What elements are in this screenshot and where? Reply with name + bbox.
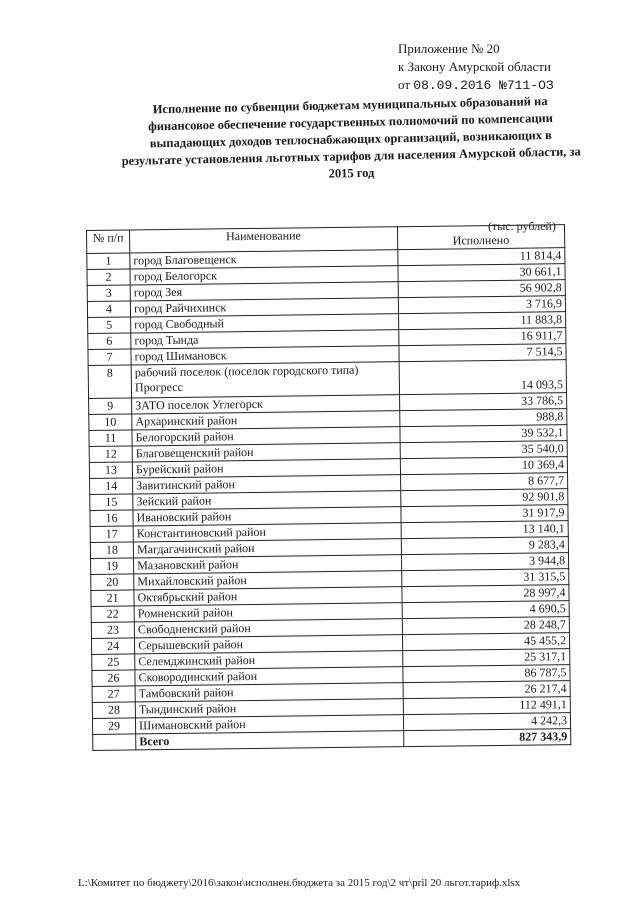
row-name: Ромненский район: [134, 603, 402, 622]
document-title: Исполнение по субвенции бюджетам муниципальных образований на финансовое обеспечение государственных полномочий по компенсации выпадающих доходов теплоснабжающих организаций, возникающих в результате установления льготных тарифов для населения Амурской области, за 2015 год: [121, 94, 581, 181]
row-value: 86 787,5: [402, 665, 570, 683]
header-name: Наименование: [130, 227, 398, 253]
header-num: № п/п: [87, 230, 130, 254]
row-name: Сковородинский район: [135, 667, 403, 686]
row-value: 25 317,1: [402, 649, 570, 667]
header-value: Исполнено: [397, 225, 565, 250]
row-value: 14 093,5: [399, 360, 567, 395]
row-value: 4 690,5: [402, 601, 570, 619]
row-number: 21: [91, 590, 134, 607]
row-value: 33 786,5: [399, 393, 567, 411]
row-name: Тындинский район: [135, 699, 403, 718]
file-path-footer: L:\Комитет по бюджету\2016\закон\исполнен.бюджета за 2015 год\2 чт\pril 20 льгот.тариф.xlsx: [78, 877, 521, 889]
row-number: 14: [90, 478, 133, 495]
row-name: Магдагачинский район: [133, 539, 401, 558]
row-value: 30 661,1: [398, 264, 566, 282]
appendix-header: [398, 40, 554, 95]
row-name: город Райчихинск: [130, 298, 398, 317]
row-value: 9 283,4: [401, 537, 569, 555]
row-number: 7: [88, 349, 131, 366]
row-name: Михайловский район: [134, 571, 402, 590]
row-value: 13 140,1: [401, 521, 569, 539]
units-label: (тыс. рублей): [488, 219, 556, 233]
row-name: Мазановский район: [134, 555, 402, 574]
appendix-date: 08.09.2016 №711-ОЗ: [413, 78, 554, 93]
row-value: 988,8: [399, 409, 567, 427]
row-name: рабочий поселок (поселок городского типа) Прогресс: [131, 362, 399, 398]
row-value: 26 217,4: [403, 681, 571, 699]
row-number: 16: [90, 510, 133, 527]
row-name: Благовещенский район: [132, 443, 400, 462]
row-number: 25: [92, 654, 135, 671]
row-name: Белогорский район: [132, 427, 400, 446]
row-name: Серышевский район: [135, 635, 403, 654]
row-name: Ивановский район: [133, 507, 401, 526]
row-name: Бурейский район: [132, 459, 400, 478]
report-table: [86, 224, 571, 751]
row-name: Зейский район: [133, 491, 401, 510]
row-name: город Шимановск: [131, 346, 399, 365]
row-name: ЗАТО поселок Углегорск: [132, 395, 400, 414]
row-number: 4: [87, 301, 130, 318]
row-number: 8: [88, 365, 131, 399]
row-name: город Белогорск: [130, 266, 398, 285]
row-number: 29: [92, 718, 135, 735]
row-value: 8 677,7: [400, 473, 568, 491]
row-name: Октябрьский район: [134, 587, 402, 606]
row-value: 7 514,5: [399, 344, 567, 362]
total-value: 827 343,9: [403, 729, 571, 747]
row-number: 15: [90, 494, 133, 511]
row-number: 10: [89, 414, 132, 431]
row-name: город Тында: [131, 330, 399, 349]
row-number: 6: [88, 333, 131, 350]
row-number: 18: [90, 542, 133, 559]
row-number: 19: [91, 558, 134, 575]
row-number: 17: [90, 526, 133, 543]
row-number: 5: [88, 317, 131, 334]
row-number: 23: [91, 622, 134, 639]
row-number: 1: [87, 253, 130, 270]
row-value: 39 532,1: [400, 425, 568, 443]
row-number: 13: [89, 462, 132, 479]
row-value: 3 716,9: [398, 296, 566, 314]
row-value: 92 901,8: [400, 489, 568, 507]
row-value: 56 902,8: [398, 280, 566, 298]
row-number: 22: [91, 606, 134, 623]
row-value: 11 883,8: [398, 312, 566, 330]
row-name: Свободненский район: [134, 619, 402, 638]
row-value: 11 814,4: [397, 248, 565, 266]
total-label: Всего: [136, 731, 404, 750]
row-value: 16 911,7: [398, 328, 566, 346]
row-number: 26: [92, 670, 135, 687]
row-number: 12: [89, 446, 132, 463]
row-name: город Свободный: [131, 314, 399, 333]
appendix-date-line: [398, 76, 554, 95]
row-value: 45 455,2: [402, 633, 570, 651]
table-body: [87, 248, 571, 751]
row-number: 20: [91, 574, 134, 591]
row-value: 31 917,9: [401, 505, 569, 523]
row-name: Завитинский район: [133, 475, 401, 494]
row-name: город Зея: [130, 282, 398, 301]
row-value: 4 242,3: [403, 713, 571, 731]
row-name: Шимановский район: [136, 715, 404, 734]
row-value: 28 248,7: [402, 617, 570, 635]
row-value: 31 315,5: [401, 569, 569, 587]
row-value: 28 997,4: [402, 585, 570, 603]
row-name: Селемджинский район: [135, 651, 403, 670]
appendix-law: к Закону Амурской области: [398, 59, 551, 74]
row-number: 3: [87, 285, 130, 302]
row-value: 112 491,1: [403, 697, 571, 715]
appendix-date-prefix: от: [398, 77, 411, 92]
row-number: 2: [87, 269, 130, 286]
row-value: 10 369,4: [400, 457, 568, 475]
row-number: 27: [92, 686, 135, 703]
row-value: 3 944,8: [401, 553, 569, 571]
row-number: 24: [91, 638, 134, 655]
row-number: 11: [89, 430, 132, 447]
row-name: Архаринский район: [132, 411, 400, 430]
row-name: Тамбовский район: [135, 683, 403, 702]
appendix-number: Приложение № 20: [398, 41, 500, 56]
row-name: город Благовещенск: [130, 250, 398, 269]
row-number: 9: [89, 398, 132, 415]
row-value: 35 540,0: [400, 441, 568, 459]
row-number: 28: [92, 702, 135, 719]
total-empty-cell: [93, 734, 136, 751]
row-name: Константиновский район: [133, 523, 401, 542]
